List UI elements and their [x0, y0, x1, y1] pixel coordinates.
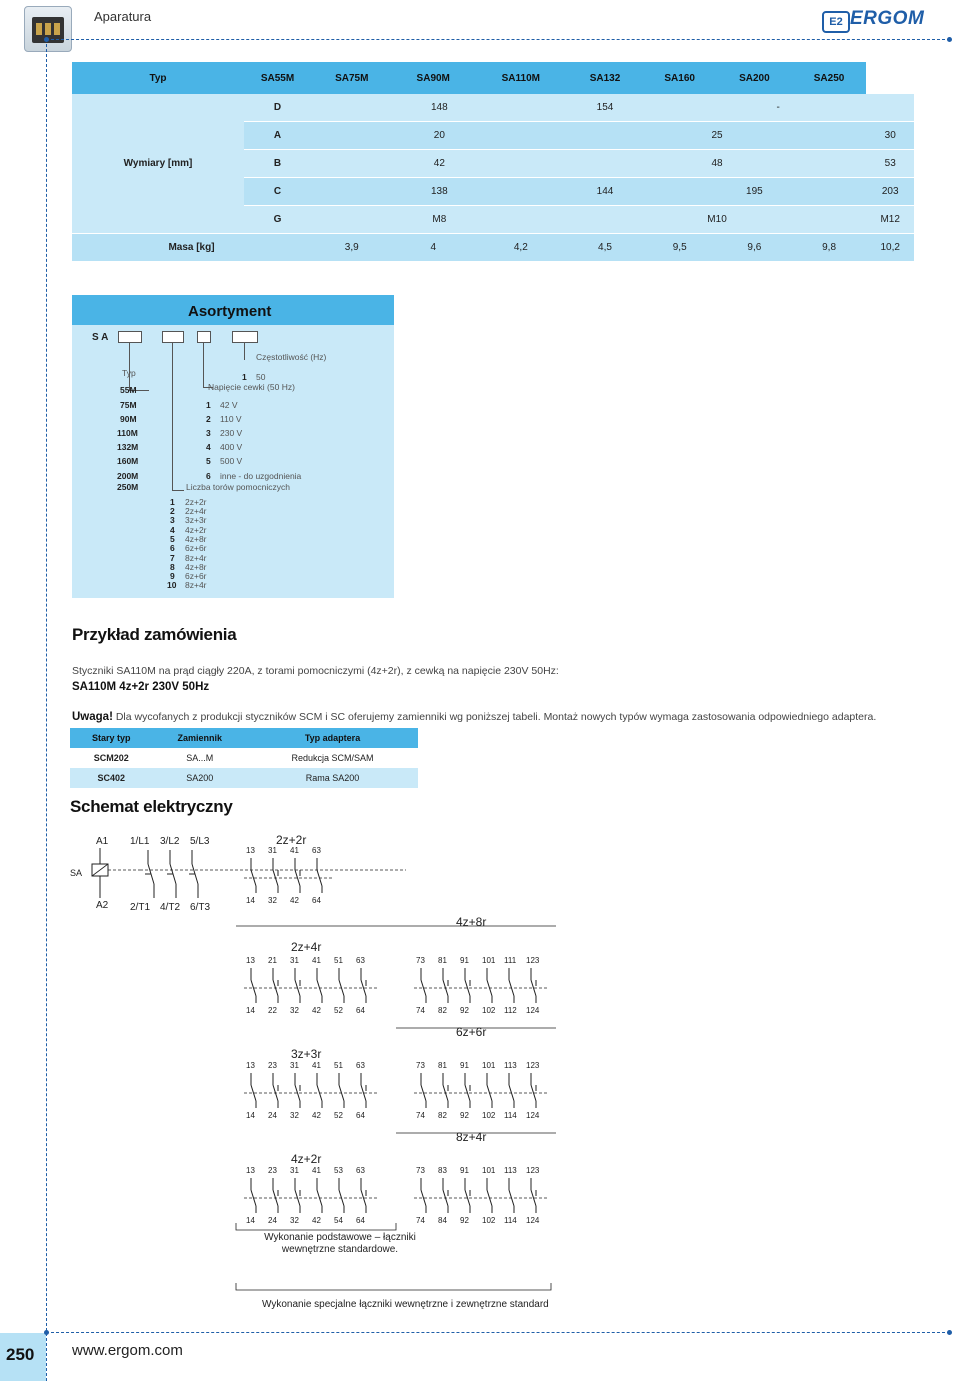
- aux-terminal-label: 102: [482, 1111, 496, 1120]
- aux-terminal-label: 42: [312, 1216, 321, 1225]
- coil-bottom-label: A2: [96, 900, 109, 911]
- aux-terminal-label: 13: [246, 956, 255, 965]
- page-number-box: [0, 1333, 46, 1381]
- aux-terminal-label: 31: [268, 846, 277, 855]
- aux-terminal-label: 91: [460, 956, 469, 965]
- coil-slash: [92, 864, 108, 876]
- aux-terminal-label: 42: [312, 1006, 321, 1015]
- aux-terminal-label: 114: [504, 1111, 517, 1120]
- aux-terminal-label: 73: [416, 1166, 425, 1175]
- aux-terminal-label: 41: [312, 956, 321, 965]
- aux-terminal-label: 83: [438, 1166, 447, 1175]
- aux-terminal-label: 63: [356, 1166, 365, 1175]
- aux-terminal-label: 74: [416, 1111, 425, 1120]
- main-terminal-label: 3/L2: [160, 836, 180, 847]
- aux-terminal-label: 13: [246, 1061, 255, 1070]
- aux-block-title: 8z+4r: [456, 1130, 487, 1144]
- aux-terminal-label: 123: [526, 1061, 540, 1070]
- aux-terminal-label: 81: [438, 1061, 447, 1070]
- aux-terminal-label: 14: [246, 1216, 255, 1225]
- col-header: SA55M: [244, 62, 311, 94]
- aux-terminal-label: 123: [526, 956, 540, 965]
- table-row: SCM202 SA...M Redukcja SCM/SAM: [70, 748, 418, 768]
- aux-block-title: 4z+8r: [456, 915, 487, 929]
- aux-terminal-label: 54: [334, 1216, 343, 1225]
- main-terminal-label: 5/L3: [190, 836, 210, 847]
- aux-terminal-label: 32: [268, 896, 277, 905]
- code-box: [232, 331, 258, 343]
- rule-dot: [44, 37, 49, 42]
- table-row: Masa [kg] 3,9 4 4,2 4,5 9,5 9,6 9,8 10,2: [72, 234, 914, 262]
- code-box: [197, 331, 211, 343]
- rule-dot: [947, 1330, 952, 1335]
- aux-terminal-label: 31: [290, 1061, 299, 1070]
- aux-terminal-label: 81: [438, 956, 447, 965]
- aux-terminal-label: 112: [504, 1006, 517, 1015]
- table-row: G M8 M10 M12: [72, 206, 914, 234]
- aux-terminal-label: 101: [482, 956, 496, 965]
- aux-terminal-label: 82: [438, 1006, 447, 1015]
- aux-terminal-label: 24: [268, 1216, 277, 1225]
- aux-terminal-label: 32: [290, 1111, 299, 1120]
- aux-terminal-label: 124: [526, 1216, 540, 1225]
- note-special: Wykonanie specjalne łączniki wewnętrzne i zewnętrzne standard: [262, 1299, 549, 1310]
- col-header: SA250: [792, 62, 867, 94]
- col-header: SA75M: [311, 62, 392, 94]
- header-rule: [46, 39, 950, 40]
- table-row: SC402 SA200 Rama SA200: [70, 768, 418, 788]
- assortment-panel: Asortyment S A Częstotliwość (Hz) 1 50 Napięcie cewki (50 Hz) Typ 55M 75M 90M 110M 132M 160M 200M 250M 1 42 V 2 110 V 3 230 V 4 400 V 5 500 V 6 inne - do uzgodnienia Liczba torów pomocniczych 1 2z+2r 2 2z+4r 3 3z+3r 4 4z+2r 5 4z+8r 6 6z+6r 7 8z+4r 8 4z+8r 9 6z+6r 10 8z+4r: [72, 295, 394, 598]
- code-box: [162, 331, 184, 343]
- aux-terminal-label: 102: [482, 1216, 496, 1225]
- aux-terminal-label: 32: [290, 1216, 299, 1225]
- aux-terminal-label: 92: [460, 1006, 469, 1015]
- product-thumbnail: [24, 6, 72, 52]
- aux-terminal-label: 31: [290, 956, 299, 965]
- page-number: 250: [6, 1345, 35, 1364]
- group-label: Wymiary [mm]: [72, 94, 244, 234]
- aux-terminal-label: 14: [246, 1111, 255, 1120]
- aux-terminal-label: 73: [416, 956, 425, 965]
- aux-terminal-label: 13: [246, 846, 255, 855]
- aux-terminal-label: 92: [460, 1216, 469, 1225]
- aux-terminal-label: 14: [246, 896, 255, 905]
- order-text: Styczniki SA110M na prąd ciągły 220A, z torami pomocniczymi (4z+2r), z cewką na napięcie 230V 50Hz:: [72, 665, 559, 677]
- prefix-label: S A: [92, 332, 109, 343]
- aux-terminal-label: 14: [246, 1006, 255, 1015]
- aux-terminal-label: 51: [334, 1061, 343, 1070]
- note-standard: Wykonanie podstawowe – łączniki wewnętrzne standardowe.: [264, 1232, 416, 1255]
- aux-block-title: 2z+4r: [291, 940, 322, 954]
- aux-terminal-label: 32: [290, 1006, 299, 1015]
- note: Uwaga! Dla wycofanych z produkcji styczników SCM i SC oferujemy zamienniki wg poniższej tabeli. Montaż nowych typów wymaga zastosowania odpowiedniego adaptera.: [72, 711, 877, 723]
- aux-block-title: 6z+6r: [456, 1025, 487, 1039]
- aux-terminal-label: 41: [312, 1166, 321, 1175]
- aux-terminal-label: 92: [460, 1111, 469, 1120]
- aux-terminal-label: 82: [438, 1111, 447, 1120]
- aux-terminal-label: 91: [460, 1166, 469, 1175]
- main-terminal-label: 4/T2: [160, 902, 181, 913]
- col-header: Typ: [72, 62, 244, 94]
- aux-terminal-label: 41: [312, 1061, 321, 1070]
- footer-rule: [46, 1332, 950, 1333]
- aux-terminal-label: 51: [334, 956, 343, 965]
- main-terminal-label: 6/T3: [190, 902, 211, 913]
- aux-terminal-label: 64: [356, 1006, 365, 1015]
- aux-terminal-label: 42: [312, 1111, 321, 1120]
- col-header: SA132: [568, 62, 643, 94]
- aux-block-title: 2z+2r: [276, 833, 307, 847]
- col-header: SA160: [642, 62, 717, 94]
- col-header: SA110M: [474, 62, 568, 94]
- aux-terminal-label: 73: [416, 1061, 425, 1070]
- order-title: Przykład zamówienia: [72, 625, 237, 644]
- aux-terminal-label: 64: [356, 1216, 365, 1225]
- aux-terminal-label: 111: [504, 956, 517, 965]
- aux-terminal-label: 113: [504, 1061, 517, 1070]
- aux-terminal-label: 21: [268, 956, 277, 965]
- aux-terminal-label: 41: [290, 846, 299, 855]
- bracket: [236, 1283, 551, 1290]
- aux-terminal-label: 42: [290, 896, 299, 905]
- aux-terminal-label: 123: [526, 1166, 540, 1175]
- aux-terminal-label: 113: [504, 1166, 517, 1175]
- website-url: www.ergom.com: [72, 1342, 183, 1359]
- table-row: B 42 48 53: [72, 150, 914, 178]
- aux-block-title: 3z+3r: [291, 1047, 322, 1061]
- main-terminal-label: 2/T1: [130, 902, 151, 913]
- aux-terminal-label: 63: [356, 1061, 365, 1070]
- order-code: SA110M 4z+2r 230V 50Hz: [72, 681, 210, 693]
- dimensions-table: [72, 62, 914, 262]
- section-title: Aparatura: [94, 9, 152, 24]
- aux-terminal-label: 101: [482, 1166, 496, 1175]
- aux-block-title: 4z+2r: [291, 1152, 322, 1166]
- aux-terminal-label: 64: [312, 896, 321, 905]
- schematic-title: Schemat elektryczny: [70, 797, 233, 816]
- aux-terminal-label: 52: [334, 1111, 343, 1120]
- table-row: Wymiary [mm] D 148 154 -: [72, 94, 914, 122]
- assortment-title: Asortyment: [188, 303, 272, 320]
- aux-terminal-label: 22: [268, 1006, 277, 1015]
- ergom-logo: E2 ERGOM: [822, 8, 922, 32]
- aux-terminal-label: 124: [526, 1006, 540, 1015]
- aux-terminal-label: 63: [356, 956, 365, 965]
- aux-terminal-label: 31: [290, 1166, 299, 1175]
- aux-terminal-label: 74: [416, 1006, 425, 1015]
- col-header: SA200: [717, 62, 792, 94]
- aux-terminal-label: 114: [504, 1216, 517, 1225]
- aux-terminal-label: 64: [356, 1111, 365, 1120]
- aux-terminal-label: 84: [438, 1216, 447, 1225]
- aux-terminal-label: 91: [460, 1061, 469, 1070]
- table-row: A 20 25 30: [72, 122, 914, 150]
- aux-terminal-label: 52: [334, 1006, 343, 1015]
- rule-dot: [947, 37, 952, 42]
- replacement-table: Stary typ Zamiennik Typ adaptera SCM202 SA...M Redukcja SCM/SAM SC402 SA200 Rama SA200: [70, 728, 418, 788]
- aux-terminal-label: 101: [482, 1061, 496, 1070]
- aux-terminal-label: 74: [416, 1216, 425, 1225]
- aux-terminal-label: 23: [268, 1166, 277, 1175]
- device-label: SA: [70, 868, 83, 878]
- coil-top-label: A1: [96, 836, 109, 847]
- margin-rule: [46, 39, 47, 1381]
- aux-terminal-label: 53: [334, 1166, 343, 1175]
- aux-terminal-label: 13: [246, 1166, 255, 1175]
- aux-terminal-label: 63: [312, 846, 321, 855]
- col-header: SA90M: [392, 62, 473, 94]
- main-terminal-label: 1/L1: [130, 836, 150, 847]
- aux-terminal-label: 24: [268, 1111, 277, 1120]
- aux-terminal-label: 23: [268, 1061, 277, 1070]
- code-box: [118, 331, 142, 343]
- aux-terminal-label: 124: [526, 1111, 540, 1120]
- aux-terminal-label: 102: [482, 1006, 496, 1015]
- table-row: C 138 144 195 203: [72, 178, 914, 206]
